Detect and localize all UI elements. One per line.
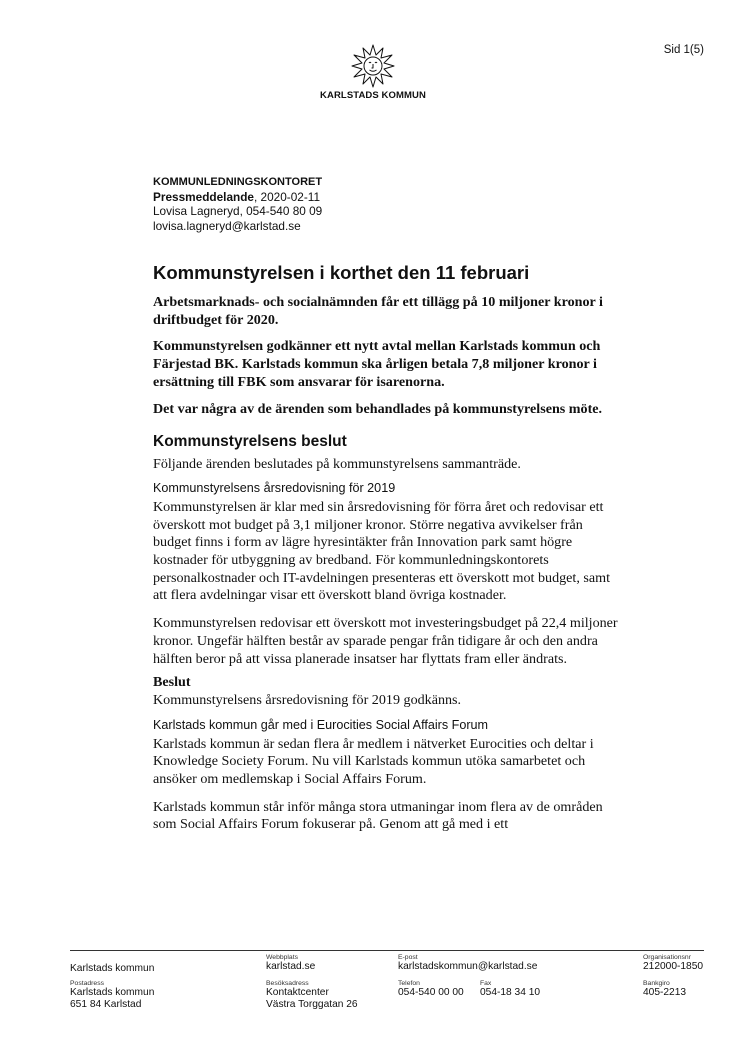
footer-phone-label: Telefon bbox=[398, 980, 420, 987]
footer-visit-label: Besöksadress bbox=[266, 980, 309, 987]
lead-paragraph-2: Kommunstyrelsen godkänner ett nytt avtal mellan Karlstads kommun och Färjestad BK. Karlstads kommun ska årligen betala 7,8 miljoner kronor i ersättning till FBK som ansvarar för isarenorna. bbox=[153, 338, 601, 390]
footer-email-label: E-post bbox=[398, 954, 418, 961]
footer-fax-value: 054-18 34 10 bbox=[480, 987, 541, 998]
sun-emblem-icon bbox=[351, 44, 395, 88]
department-name: KOMMUNLEDNINGSKONTORET bbox=[153, 176, 323, 188]
doc-type-line bbox=[153, 190, 322, 205]
footer-org-name: Karlstads kommun bbox=[70, 963, 155, 974]
page-number: Sid 1(5) bbox=[663, 44, 704, 56]
footer-bankgiro-value: 405-2213 bbox=[643, 987, 687, 998]
article-title: Kommunstyrelsen i korthet den 11 februari bbox=[153, 262, 530, 283]
footer-fax bbox=[480, 980, 540, 999]
footer-web-value: karlstad.se bbox=[266, 961, 316, 972]
footer-phone bbox=[398, 980, 464, 999]
footer-postal-label: Postadress bbox=[70, 980, 105, 987]
decision-label: Beslut bbox=[153, 674, 191, 691]
footer-bankgiro bbox=[643, 980, 686, 999]
subheading-eurocities: Karlstads kommun går med i Eurocities Social Affairs Forum bbox=[153, 717, 489, 732]
footer-orgnr-label: Organisationsnr bbox=[643, 954, 691, 961]
contact-email: lovisa.lagneryd@karlstad.se bbox=[153, 218, 301, 233]
footer-divider bbox=[70, 950, 704, 951]
footer-web bbox=[266, 954, 315, 973]
footer-visit-line2: Västra Torggatan 26 bbox=[266, 999, 358, 1010]
section-intro: Följande ärenden beslutades på kommunstyrelsens sammanträde. bbox=[153, 456, 521, 473]
decision-text: Kommunstyrelsens årsredovisning för 2019 godkänns. bbox=[153, 691, 462, 708]
lead-paragraph-1: Arbetsmarknads- och socialnämnden får ett tillägg på 10 miljoner kronor i driftbudget för 2020. bbox=[153, 294, 603, 328]
footer-postal-line1: Karlstads kommun bbox=[70, 987, 155, 998]
subheading-annual-report: Kommunstyrelsens årsredovisning för 2019 bbox=[153, 480, 396, 495]
section-heading: Kommunstyrelsens beslut bbox=[153, 433, 347, 451]
logo-text: KARLSTADS KOMMUN bbox=[320, 90, 426, 101]
footer-web-label: Webbplats bbox=[266, 954, 298, 961]
annual-report-paragraph-1: Kommunstyrelsen är klar med sin årsredovisning för förra året och redovisar ett överskott mot budget på 3,1 miljoner kronor. Större negativa avvikelser från budget finns i form av lägre hyresintäkter från Innovation park samt högre kostnader för utbyggning av bredband. För kommunledningskontorets personalkostnader och IT-avdelningen presenteras ett överskott mot budget, samt att flera avdelningar visar ett överskott bland övriga kostnader. bbox=[153, 498, 611, 604]
article bbox=[153, 262, 623, 844]
footer-email-value: karlstadskommun@karlstad.se bbox=[398, 961, 538, 972]
footer-visit-line1: Kontaktcenter bbox=[266, 987, 329, 998]
footer-fax-label: Fax bbox=[480, 980, 492, 987]
lead-paragraph-3: Det var några av de ärenden som behandlades på kommunstyrelsens möte. bbox=[153, 400, 603, 417]
annual-report-paragraph-2: Kommunstyrelsen redovisar ett överskott mot investeringsbudget på 22,4 miljoner kronor. Ungefär hälften består av sparade pengar från tidigare år och den andra hälften beror på att vissa planerade insatser har flyttats fram eller ändrats. bbox=[153, 615, 618, 667]
footer-bankgiro-label: Bankgiro bbox=[643, 980, 670, 987]
logo bbox=[0, 44, 746, 101]
eurocities-paragraph-2: Karlstads kommun står inför många stora utmaningar inom flera av de områden som Social Affairs Forum fokuserar på. Genom att gå med i ett bbox=[153, 798, 603, 833]
eurocities-paragraph-1: Karlstads kommun är sedan flera år medlem i nätverket Eurocities och deltar i Knowledge Society Forum. Nu vill Karlstads kommun utöka samarbetet och ansöker om medlemskap i Social Affairs Forum. bbox=[153, 735, 594, 788]
document-meta bbox=[153, 175, 322, 233]
footer-orgnr bbox=[643, 954, 703, 973]
footer-postal bbox=[70, 980, 154, 1011]
doc-type: Pressmeddelande bbox=[153, 189, 254, 204]
footer-visit bbox=[266, 980, 358, 1011]
footer-email bbox=[398, 954, 537, 973]
doc-date: , 2020-02-11 bbox=[253, 189, 321, 204]
footer-phone-value: 054-540 00 00 bbox=[398, 987, 464, 998]
footer-orgnr-value: 212000-1850 bbox=[643, 961, 704, 972]
contact-line: Lovisa Lagneryd, 054-540 80 09 bbox=[153, 204, 323, 219]
footer-postal-line2: 651 84 Karlstad bbox=[70, 999, 142, 1010]
